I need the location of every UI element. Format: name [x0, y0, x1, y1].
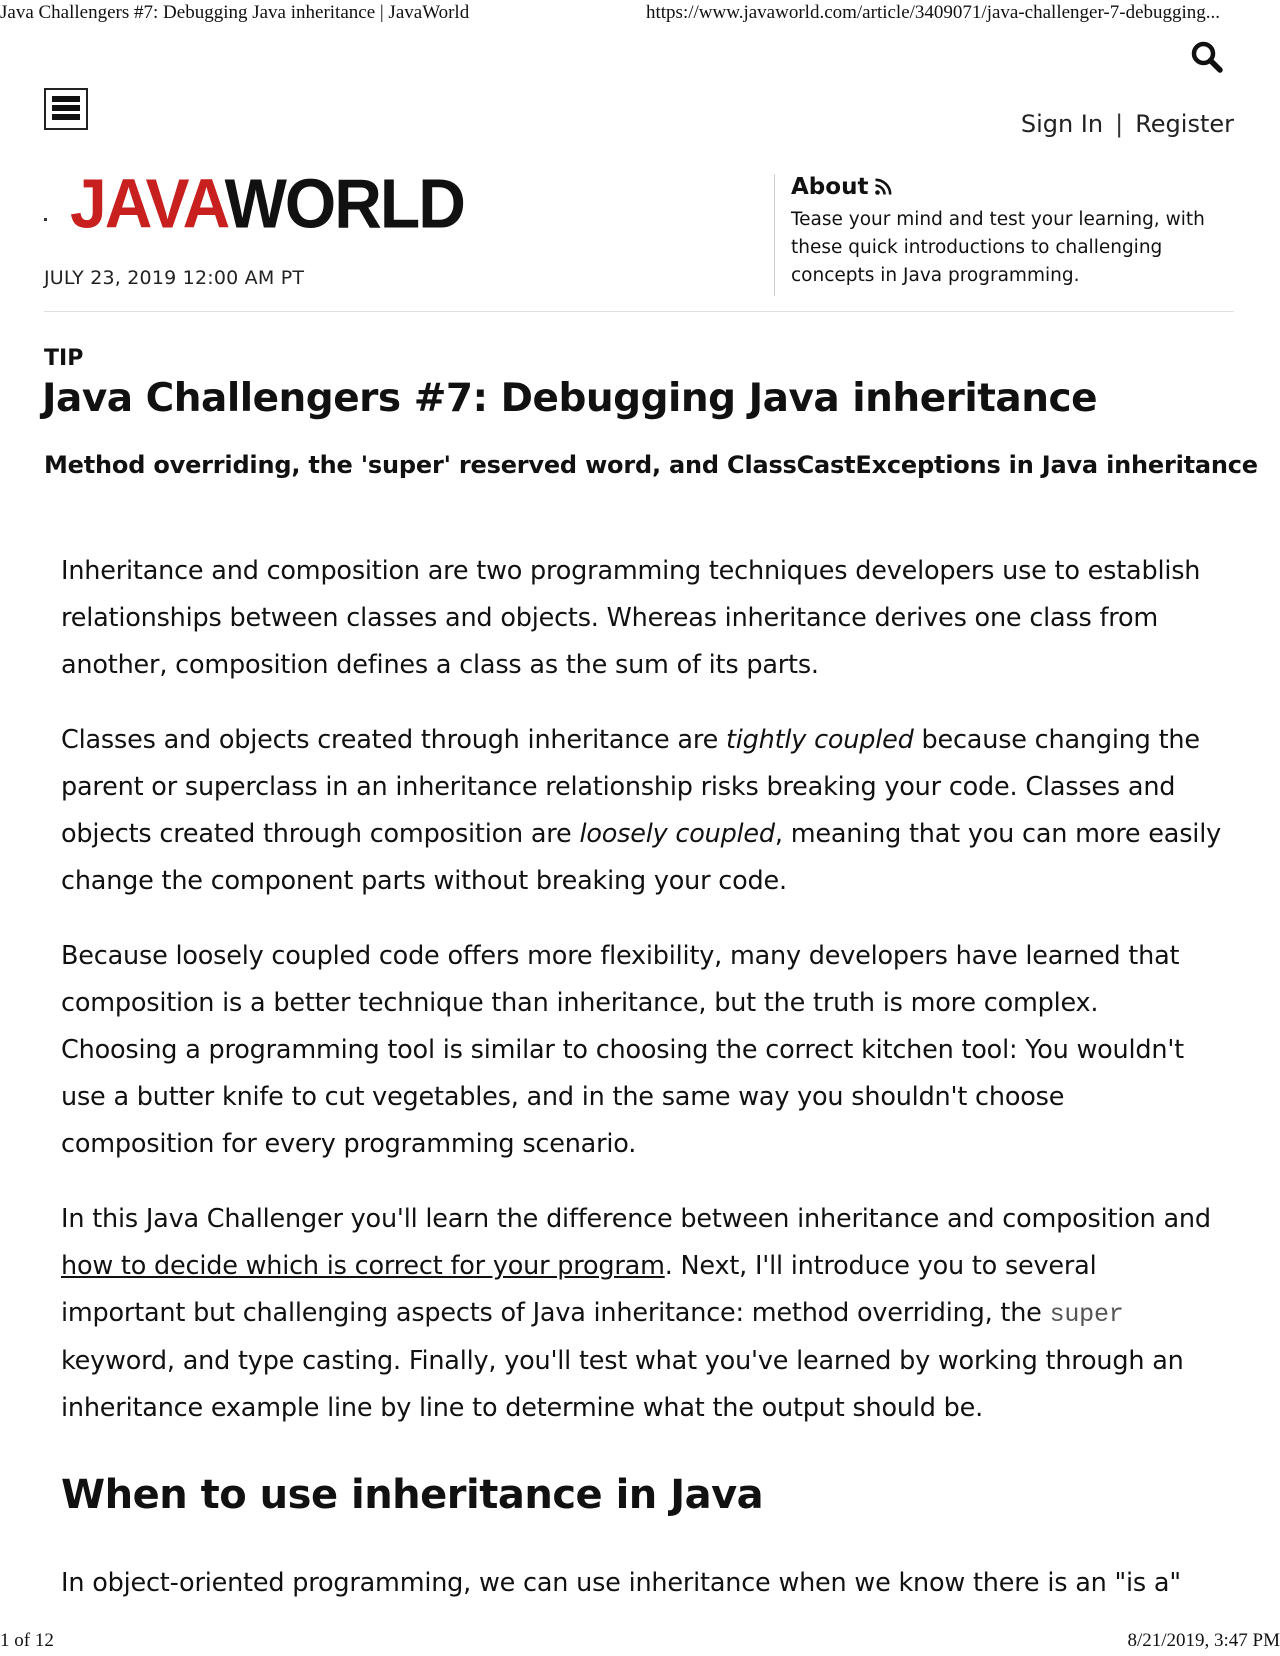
javaworld-logo[interactable]: [70, 163, 464, 243]
paragraph-2: [61, 717, 1221, 905]
section-heading: When to use inheritance in Java: [61, 1472, 764, 1518]
rss-icon[interactable]: [874, 178, 892, 196]
paragraph-3: Because loosely coupled code offers more flexibility, many developers have learned that composition is a better technique than inheritance, but the truth is more complex. Choosing a programming tool is similar to choosing the correct kitchen tool: You wouldn't use a butter knife to cut vegetables, and in the same way you shouldn't choose composition for every programming scenario.: [61, 941, 1184, 1159]
logo-world: WORLD: [224, 163, 464, 243]
paragraph-4-text-a: In this Java Challenger you'll learn the difference between inheritance and composition and: [61, 1204, 1211, 1234]
menu-bar-icon: [52, 114, 80, 120]
menu-bar-icon: [52, 105, 80, 111]
emphasis-tightly-coupled: tightly coupled: [725, 725, 914, 755]
header-divider: [44, 311, 1234, 312]
print-timestamp: 8/21/2019, 3:47 PM: [1127, 1630, 1280, 1651]
search-icon[interactable]: [1190, 40, 1224, 74]
logo-java: JAVA: [70, 163, 225, 243]
article-headline: Java Challengers #7: Debugging Java inheritance: [42, 376, 1098, 421]
print-header: [0, 0, 1280, 28]
paragraph-2-text-a: Classes and objects created through inheritance are: [61, 725, 726, 755]
article-kicker: TIP: [44, 346, 84, 371]
inheritance-vs-composition-link[interactable]: how to decide which is correct for your program: [61, 1251, 665, 1281]
code-super-keyword: super: [1049, 1300, 1124, 1329]
paragraph-2-text-b: because changing the parent or superclass in an inheritance relationship risks breaking your code. Classes and objects created through composition are: [61, 725, 1200, 849]
print-page-title: Java Challengers #7: Debugging Java inheritance | JavaWorld: [0, 2, 470, 23]
logo-dot: [44, 218, 47, 221]
paragraph-5: In object-oriented programming, we can use inheritance when we know there is an "is a": [61, 1568, 1181, 1598]
paragraph-4-text-c: keyword, and type casting. Finally, you'll test what you've learned by working through an inheritance example line by line to determine what the output should be.: [61, 1346, 1184, 1423]
register-link[interactable]: Register: [1135, 110, 1234, 138]
auth-links: [1021, 110, 1234, 138]
print-footer: [0, 1630, 1280, 1656]
about-heading: About: [791, 174, 869, 200]
menu-bar-icon: [52, 96, 80, 102]
about-panel: [774, 174, 1234, 296]
hamburger-menu-button[interactable]: [44, 88, 88, 130]
about-heading-row[interactable]: [791, 174, 1234, 200]
sign-in-link[interactable]: Sign In: [1020, 110, 1104, 138]
print-page-url: https://www.javaworld.com/article/3409071/java-challenger-7-debugging...: [646, 2, 1221, 23]
paragraph-4-text-b: . Next, I'll introduce you to several important but challenging aspects of Java inheritance: method overriding, the: [61, 1251, 1097, 1328]
article-body: [61, 548, 1221, 1635]
paragraph-4: [61, 1196, 1221, 1432]
about-description: Tease your mind and test your learning, with these quick introductions to challenging concepts in Java programming.: [791, 209, 1205, 286]
article-dek: Method overriding, the 'super' reserved word, and ClassCastExceptions in Java inheritance: [44, 451, 1258, 479]
auth-separator: |: [1115, 110, 1124, 138]
paragraph-1: Inheritance and composition are two programming techniques developers use to establish relationships between classes and objects. Whereas inheritance derives one class from another, composition defines a class as the sum of its parts.: [61, 556, 1201, 680]
emphasis-loosely-coupled: loosely coupled: [579, 819, 775, 849]
publish-date: JULY 23, 2019 12:00 AM PT: [44, 267, 305, 289]
print-page-count: 1 of 12: [0, 1630, 54, 1651]
paragraph-2-text-c: , meaning that you can more easily change the component parts without breaking your code.: [61, 819, 1221, 896]
